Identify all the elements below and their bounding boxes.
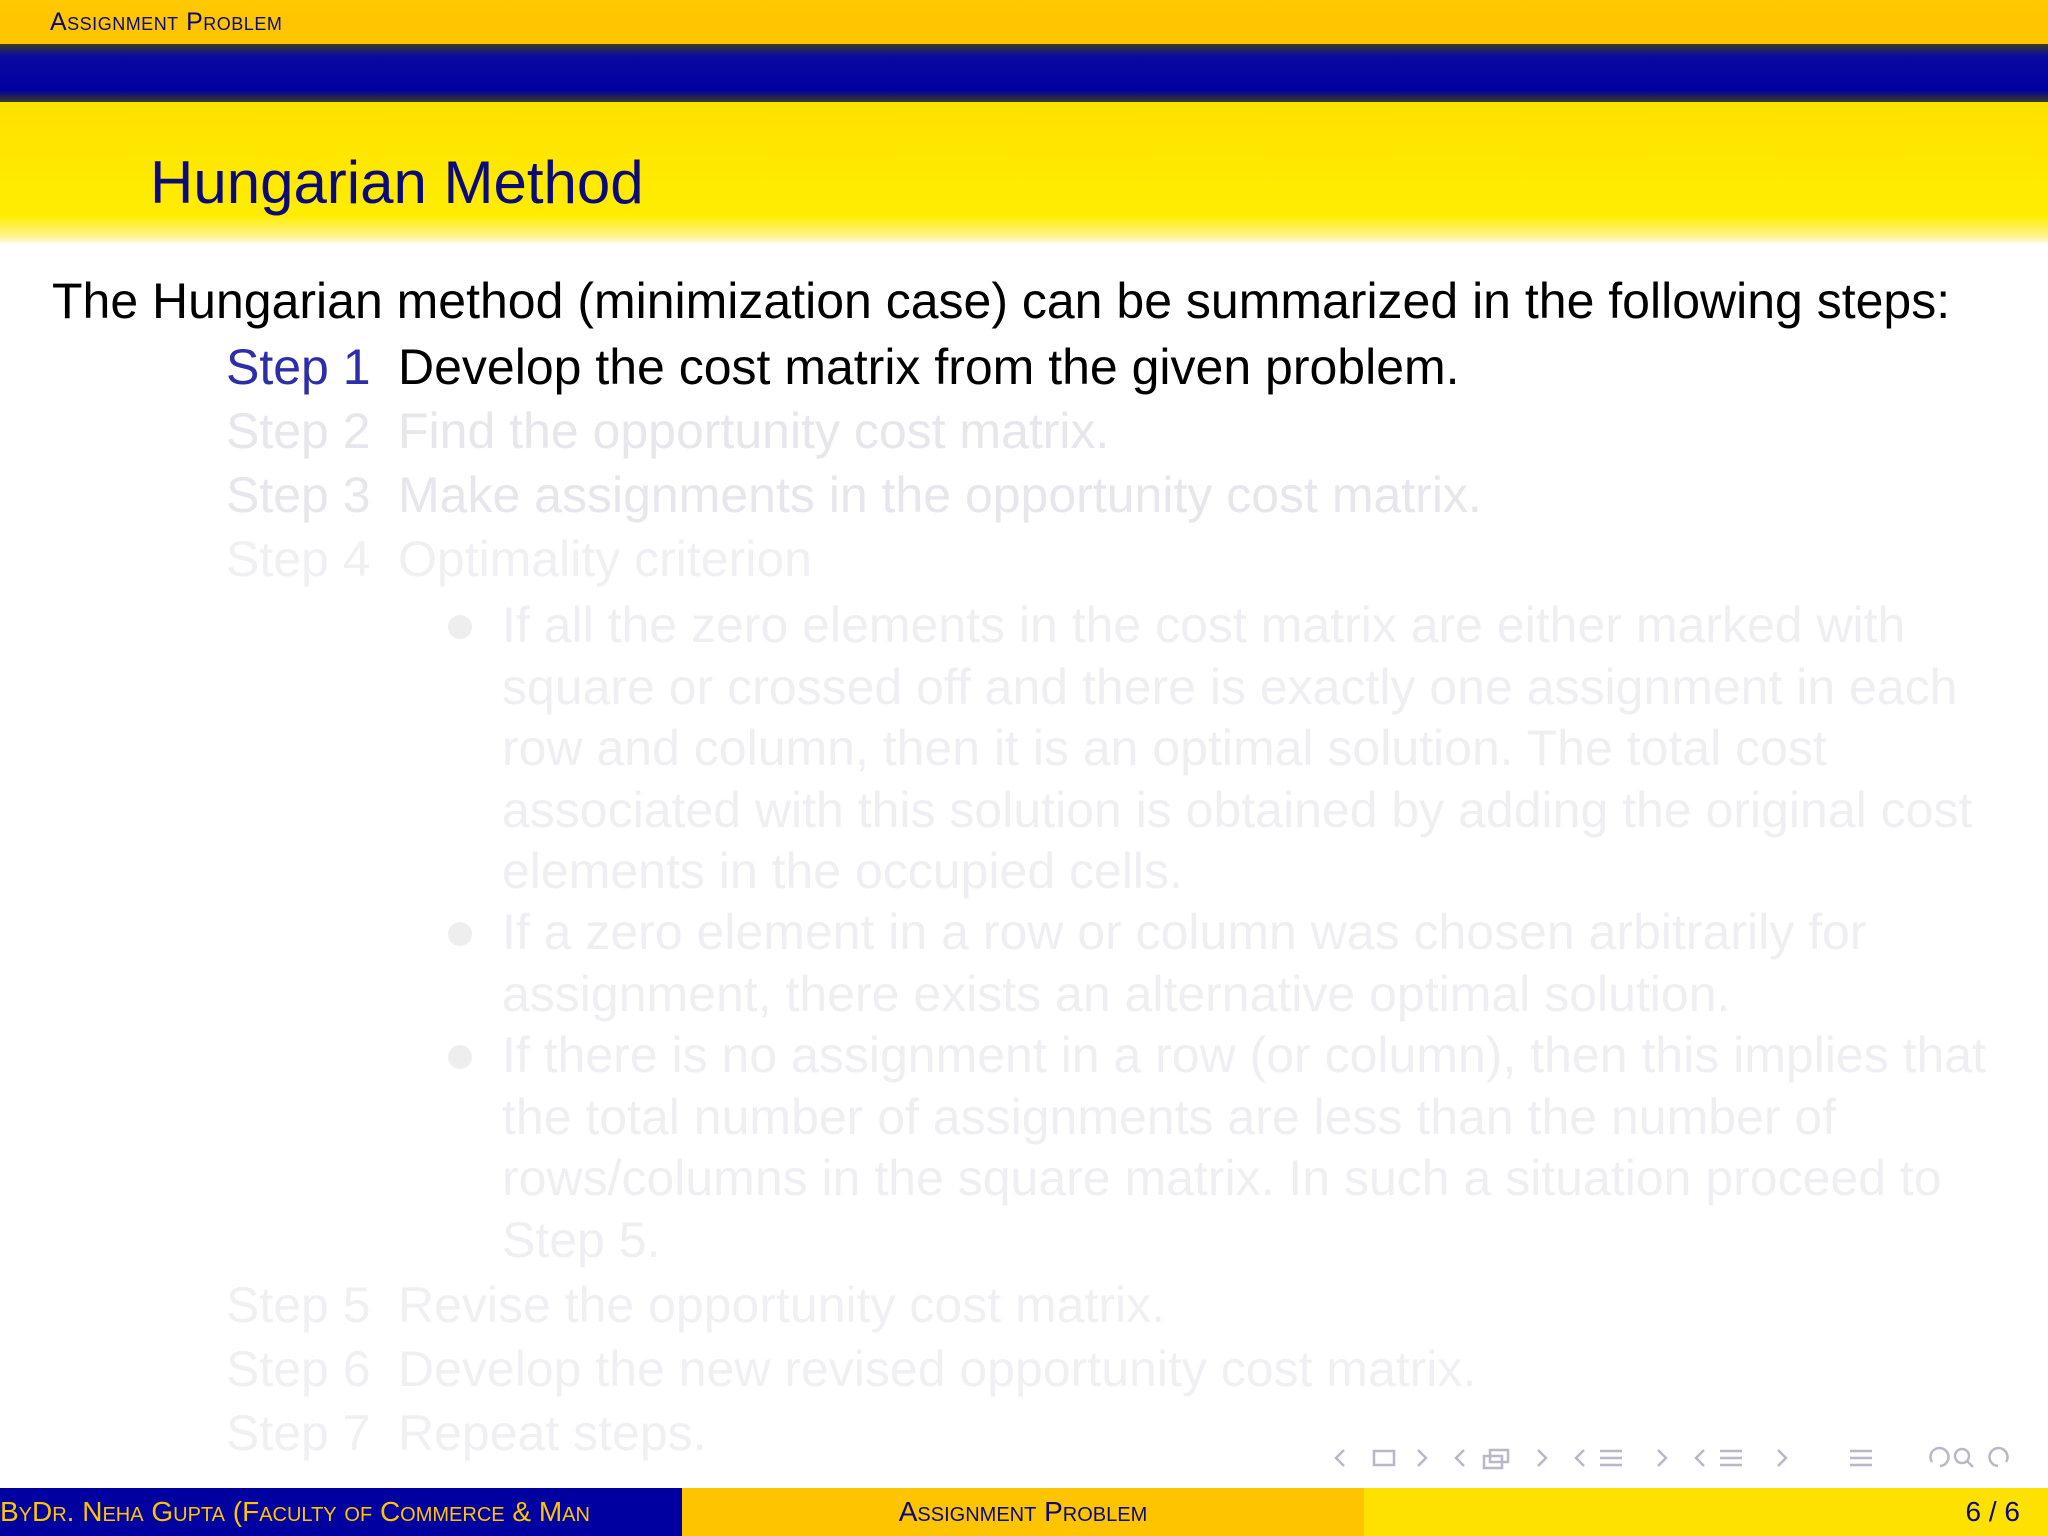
doc-icon[interactable]: [1720, 1451, 1742, 1465]
step-label: Step 5: [226, 1277, 371, 1333]
step-label: Step 6: [226, 1341, 371, 1397]
footer-title[interactable]: Assignment Problem: [682, 1488, 1364, 1536]
criterion-bullet-1: If all the zero elements in the cost matrix are either marked with square or crossed off and there is exactly one assignment in each row and column, then it is an optimal solution. The total cost associated with this solution is obtained by adding the original cost elements in the occupied cells.: [502, 597, 1973, 899]
page-number: 6 / 6: [1965, 1496, 2020, 1527]
step-text: Develop the cost matrix from the given problem.: [398, 339, 1460, 395]
arrow-right-icon[interactable]: [1658, 1450, 1666, 1466]
arrow-right-icon[interactable]: [1778, 1450, 1786, 1466]
criterion-bullet-2: If a zero element in a row or column was chosen arbitrarily for assignment, there exists an alternative optimal solution.: [502, 904, 1867, 1022]
arrow-left-icon[interactable]: [1456, 1450, 1464, 1466]
redo-icon[interactable]: [1990, 1448, 2008, 1466]
frame-icon[interactable]: [1374, 1451, 1394, 1465]
search-icon[interactable]: [1955, 1449, 1969, 1463]
bullet-dot-icon: [448, 1045, 472, 1069]
section-title[interactable]: Assignment Problem: [50, 8, 283, 36]
step-text: Revise the opportunity cost matrix.: [398, 1277, 1165, 1333]
search-nav[interactable]: [1930, 1448, 2007, 1467]
arrow-left-icon[interactable]: [1576, 1450, 1584, 1466]
step-6: [226, 1340, 1476, 1398]
appendix-icon[interactable]: [1850, 1451, 1872, 1465]
step-text: Repeat steps.: [398, 1405, 707, 1461]
footer: [0, 1488, 2048, 1536]
header-divider: [0, 44, 2048, 102]
arrow-left-icon[interactable]: [1336, 1450, 1344, 1466]
arrow-left-icon[interactable]: [1696, 1450, 1704, 1466]
subsection-nav[interactable]: [1456, 1450, 1546, 1468]
section-icon[interactable]: [1600, 1451, 1622, 1465]
step-1: [226, 338, 1460, 396]
step-label: Step 4: [226, 531, 371, 587]
intro-text: The Hungarian method (minimization case) can be summarized in the following steps:: [52, 273, 1951, 329]
step-label: Step 3: [226, 467, 371, 523]
frame-title: Hungarian Method: [150, 149, 644, 216]
undo-icon[interactable]: [1930, 1448, 1948, 1466]
step-text: Make assignments in the opportunity cost matrix.: [398, 467, 1482, 523]
frame-nav[interactable]: [1336, 1450, 1426, 1466]
step-text: Optimality criterion: [398, 531, 812, 587]
step-label: Step 1: [226, 339, 371, 395]
arrow-right-icon[interactable]: [1418, 1450, 1426, 1466]
navigation-bar: [1330, 1440, 2030, 1476]
step-label: Step 2: [226, 403, 371, 459]
step-4: [226, 530, 812, 588]
step-label: Step 7: [226, 1405, 371, 1461]
step-3: [226, 466, 1482, 524]
step-text: Find the opportunity cost matrix.: [398, 403, 1110, 459]
bullet-dot-icon: [448, 615, 472, 639]
step-5: [226, 1276, 1165, 1334]
step-text: Develop the new revised opportunity cost matrix.: [398, 1341, 1477, 1397]
footer-author[interactable]: ByDr. Neha Gupta (Faculty of Commerce & Man: [0, 1488, 682, 1536]
criterion-bullet-3: If there is no assignment in a row (or column), then this implies that the total number of assignments are less than the number of rows/columns in the square matrix. In such a situation proceed to Step 5.: [502, 1027, 1986, 1268]
bullet-dot-icon: [448, 922, 472, 946]
header-bar: [0, 0, 2048, 44]
step-7: [226, 1404, 707, 1462]
step-2: [226, 402, 1109, 460]
section-nav[interactable]: [1576, 1450, 1666, 1466]
arrow-right-icon[interactable]: [1538, 1450, 1546, 1466]
footer-page-box: [1364, 1488, 2048, 1536]
document-nav[interactable]: [1696, 1450, 1786, 1466]
